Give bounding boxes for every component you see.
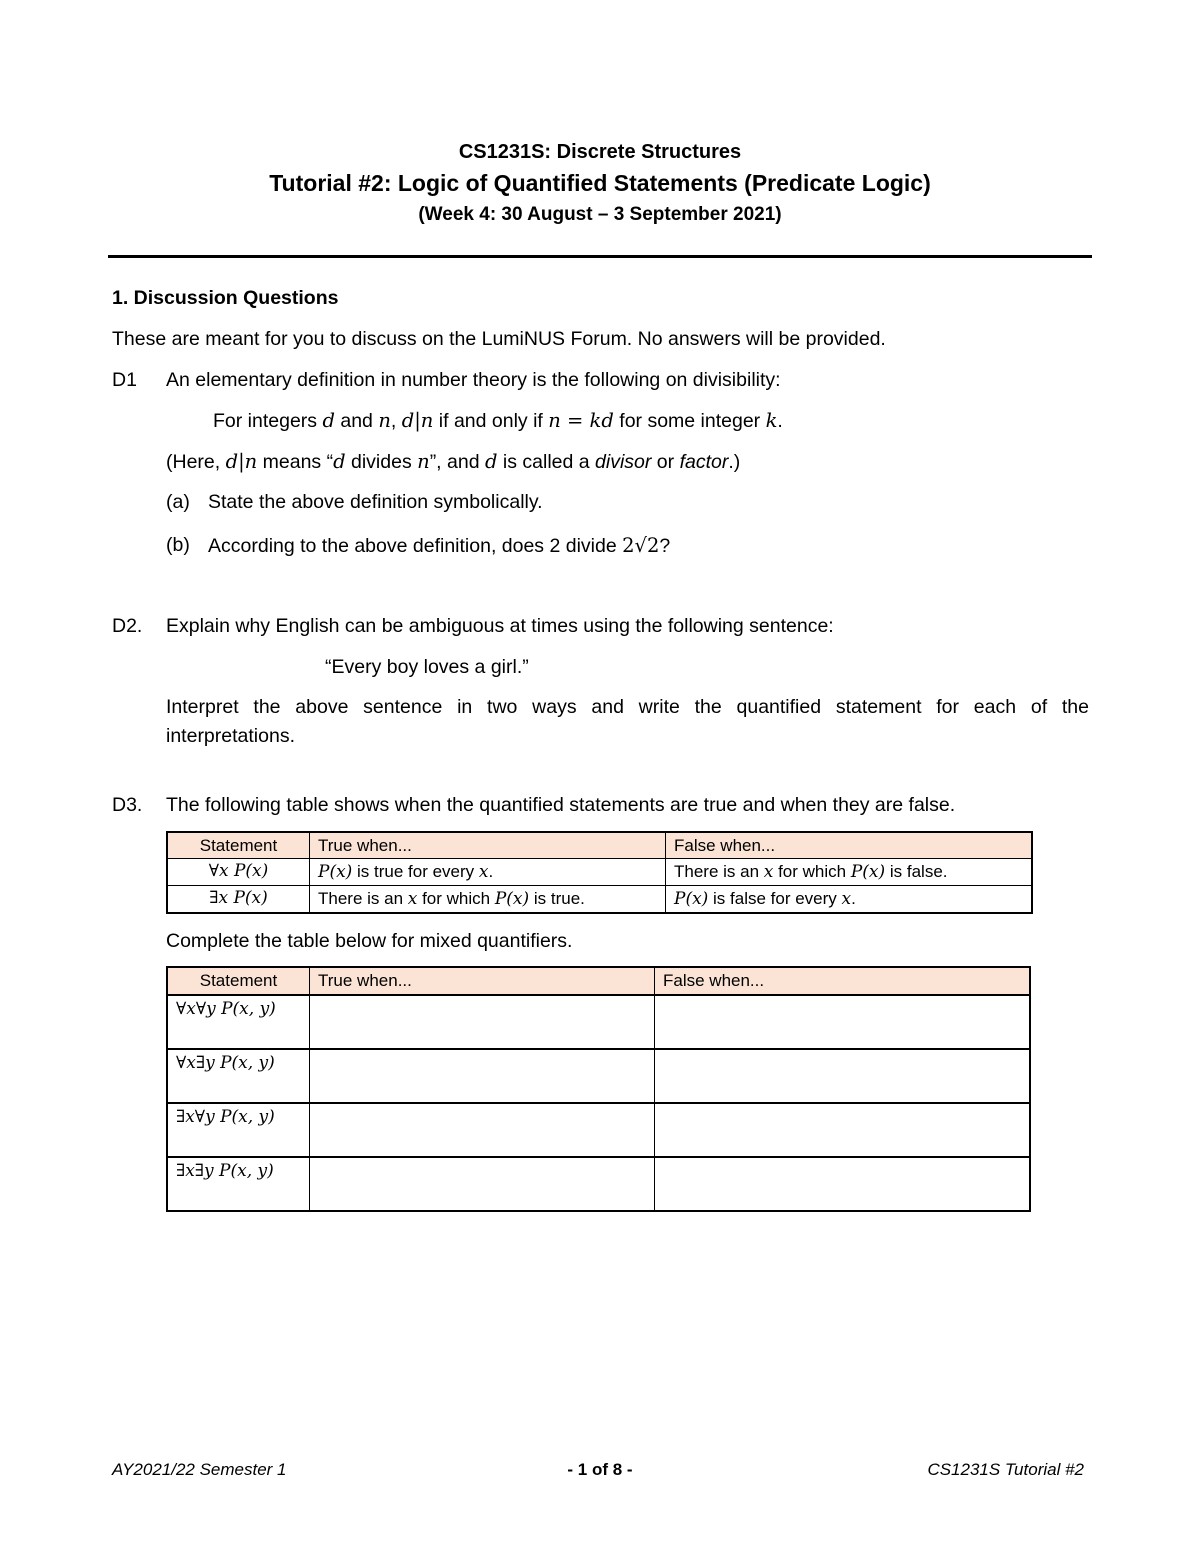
math-d: d	[322, 409, 335, 432]
true-when-blank-cell	[310, 1103, 655, 1157]
cell-text: is true for every	[352, 862, 479, 881]
def-text: ,	[390, 410, 402, 432]
statement-cell: ∀x P(x)	[167, 859, 310, 886]
cell-text: There is an	[318, 889, 408, 908]
cell-math: P(x)	[850, 862, 886, 882]
header-false-when: False when...	[655, 967, 1031, 995]
section-heading: 1. Discussion Questions	[112, 287, 339, 309]
table-row	[167, 1049, 1030, 1103]
true-when-cell	[310, 886, 666, 914]
term-divisor: divisor	[595, 451, 652, 473]
true-when-cell	[310, 859, 666, 886]
term-factor: factor	[679, 451, 729, 473]
d1-here-note	[166, 450, 740, 474]
footer-tutorial: CS1231S Tutorial #2	[927, 1460, 1084, 1479]
header-divider	[108, 255, 1092, 258]
cell-text: .	[851, 889, 856, 908]
math-n: n	[417, 450, 430, 473]
note-text: ”, and	[429, 451, 485, 473]
math-d: d	[484, 450, 498, 473]
part-b-text: According to the above definition, does 2 divide	[208, 535, 623, 557]
def-text: For integers	[213, 410, 323, 432]
cell-math: x	[407, 889, 418, 909]
false-when-blank-cell	[655, 1049, 1031, 1103]
header-statement: Statement	[167, 967, 310, 995]
def-text: and	[334, 410, 379, 432]
d2-quote: “Every boy loves a girl.”	[325, 656, 529, 678]
note-text: divides	[345, 451, 418, 473]
math-d: d	[333, 450, 346, 473]
cell-math: P(x)	[494, 889, 530, 909]
footer-page-number: - 1 of 8 -	[567, 1460, 633, 1479]
math-k: k	[765, 409, 778, 432]
statement-cell: ∃x P(x)	[167, 886, 310, 914]
table-row	[167, 859, 1032, 886]
note-text: .)	[728, 451, 741, 473]
note-text: (Here,	[166, 451, 226, 473]
part-b-end: ?	[659, 535, 671, 557]
table-row	[167, 1157, 1030, 1211]
cell-math: P(x)	[318, 862, 353, 882]
d2-interpret-line2: interpretations.	[166, 725, 295, 747]
cell-math: x	[478, 862, 489, 882]
d3-text: The following table shows when the quantified statements are true and when they are false.	[166, 794, 956, 816]
note-text: is called a	[497, 451, 596, 473]
footer-semester: AY2021/22 Semester 1	[112, 1460, 287, 1479]
d3-label: D3.	[112, 794, 143, 816]
header-true-when: True when...	[310, 967, 655, 995]
cell-text: There is an	[674, 862, 764, 881]
true-when-blank-cell	[310, 995, 655, 1049]
cell-text: .	[488, 862, 494, 881]
d1-part-a-text: State the above definition symbolically.	[208, 491, 543, 513]
d1-part-a-label: (a)	[166, 491, 190, 513]
math-d-divides-n: d|n	[401, 409, 434, 432]
d3-complete-instruction: Complete the table below for mixed quantifiers.	[166, 930, 573, 952]
false-when-blank-cell	[655, 1157, 1031, 1211]
table-row	[167, 1103, 1030, 1157]
d1-part-b-label: (b)	[166, 534, 190, 556]
tutorial-title: Tutorial #2: Logic of Quantified Statements (Predicate Logic)	[269, 170, 931, 196]
quantifier-table	[166, 831, 1033, 914]
math-two-root-two: 2√2	[622, 534, 660, 557]
week-subtitle: (Week 4: 30 August – 3 September 2021)	[418, 204, 782, 225]
header-true-when: True when...	[310, 832, 666, 859]
note-text: or	[651, 451, 680, 473]
d1-label: D1	[112, 369, 137, 391]
cell-math: P(x)	[674, 889, 709, 909]
cell-text: is false for every	[708, 889, 842, 908]
note-text: means “	[257, 451, 334, 473]
table-row	[167, 995, 1030, 1049]
math-n: n	[378, 409, 391, 432]
cell-math: x	[763, 862, 774, 882]
d1-text: An elementary definition in number theory is the following on divisibility:	[166, 369, 781, 391]
section-intro: These are meant for you to discuss on the LumiNUS Forum. No answers will be provided.	[112, 328, 886, 350]
table-header-row	[167, 832, 1032, 859]
false-when-cell	[666, 859, 1033, 886]
def-text: .	[777, 410, 783, 432]
def-text: for some integer	[613, 410, 766, 432]
header-false-when: False when...	[666, 832, 1033, 859]
d1-part-b-text	[208, 534, 670, 558]
cell-text: for which	[417, 889, 495, 908]
def-text: if and only if	[433, 410, 549, 432]
table-row	[167, 886, 1032, 914]
statement-cell: ∃x∃y P(x, y)	[167, 1157, 310, 1211]
d2-text: Explain why English can be ambiguous at times using the following sentence:	[166, 615, 834, 637]
false-when-blank-cell	[655, 995, 1031, 1049]
cell-text: is true.	[529, 889, 585, 908]
d2-label: D2.	[112, 615, 143, 637]
header-statement: Statement	[167, 832, 310, 859]
cell-text: for which	[773, 862, 851, 881]
d1-definition	[213, 409, 783, 433]
d2-interpret-line1: Interpret the above sentence in two ways and write the quantified statement for each of the	[166, 696, 1089, 718]
false-when-cell	[666, 886, 1033, 914]
false-when-blank-cell	[655, 1103, 1031, 1157]
cell-text: is false.	[885, 862, 948, 881]
math-d-divides-n: d|n	[225, 450, 258, 473]
statement-cell: ∀x∃y P(x, y)	[167, 1049, 310, 1103]
true-when-blank-cell	[310, 1049, 655, 1103]
statement-cell: ∃x∀y P(x, y)	[167, 1103, 310, 1157]
mixed-quantifier-table	[166, 966, 1031, 1212]
true-when-blank-cell	[310, 1157, 655, 1211]
math-n-eq-kd: n = kd	[548, 409, 614, 432]
table-header-row	[167, 967, 1030, 995]
statement-cell: ∀x∀y P(x, y)	[167, 995, 310, 1049]
cell-math: x	[841, 889, 852, 909]
course-title: CS1231S: Discrete Structures	[458, 141, 742, 163]
